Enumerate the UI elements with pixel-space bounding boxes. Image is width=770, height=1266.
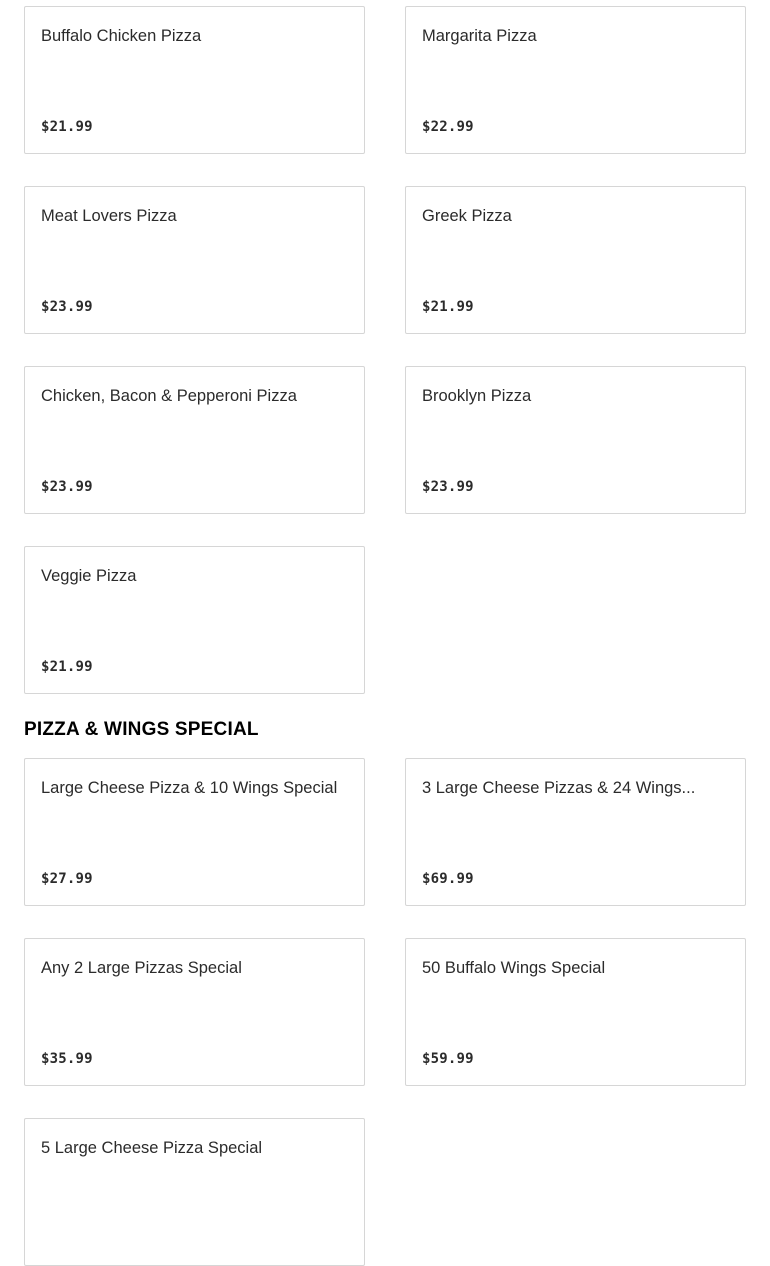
menu-item-card[interactable] [24,546,365,694]
menu-item-name: Brooklyn Pizza [422,387,532,405]
menu-item-card[interactable] [24,938,365,1086]
menu-item-price: $23.99 [41,299,93,315]
specials-menu-grid [24,758,746,1266]
section-heading-pizza-wings-special: PIZZA & WINGS SPECIAL [24,719,259,740]
menu-item-card[interactable] [24,758,365,906]
menu-item-name: Large Cheese Pizza & 10 Wings Special [41,779,338,797]
menu-item-price: $35.99 [41,1051,93,1067]
menu-item-name: Chicken, Bacon & Pepperoni Pizza [41,387,297,405]
menu-item-card[interactable] [24,366,365,514]
menu-item-price: $23.99 [41,479,93,495]
menu-item-price: $21.99 [41,659,93,675]
menu-item-price: $23.99 [422,479,474,495]
menu-item-name: Buffalo Chicken Pizza [41,27,202,45]
menu-item-name: 3 Large Cheese Pizzas & 24 Wings... [422,779,696,797]
menu-item-card[interactable] [24,6,365,154]
menu-item-name: 50 Buffalo Wings Special [422,959,606,977]
menu-item-price: $59.99 [422,1051,474,1067]
menu-item-price: $69.99 [422,871,474,887]
menu-item-card[interactable] [24,1118,365,1266]
menu-item-card[interactable] [405,6,746,154]
menu-item-card[interactable] [405,366,746,514]
menu-item-name: Veggie Pizza [41,567,137,585]
menu-item-price: $21.99 [41,119,93,135]
menu-item-name: 5 Large Cheese Pizza Special [41,1139,263,1157]
menu-item-price: $22.99 [422,119,474,135]
menu-item-card[interactable] [405,186,746,334]
menu-item-card[interactable] [405,758,746,906]
menu-item-name: Meat Lovers Pizza [41,207,177,225]
menu-item-name: Margarita Pizza [422,27,537,45]
menu-item-card[interactable] [24,186,365,334]
pizza-menu-grid [24,6,746,694]
menu-item-card[interactable] [405,938,746,1086]
menu-item-name: Greek Pizza [422,207,512,225]
menu-item-price: $27.99 [41,871,93,887]
menu-item-price: $21.99 [422,299,474,315]
menu-item-name: Any 2 Large Pizzas Special [41,959,242,977]
